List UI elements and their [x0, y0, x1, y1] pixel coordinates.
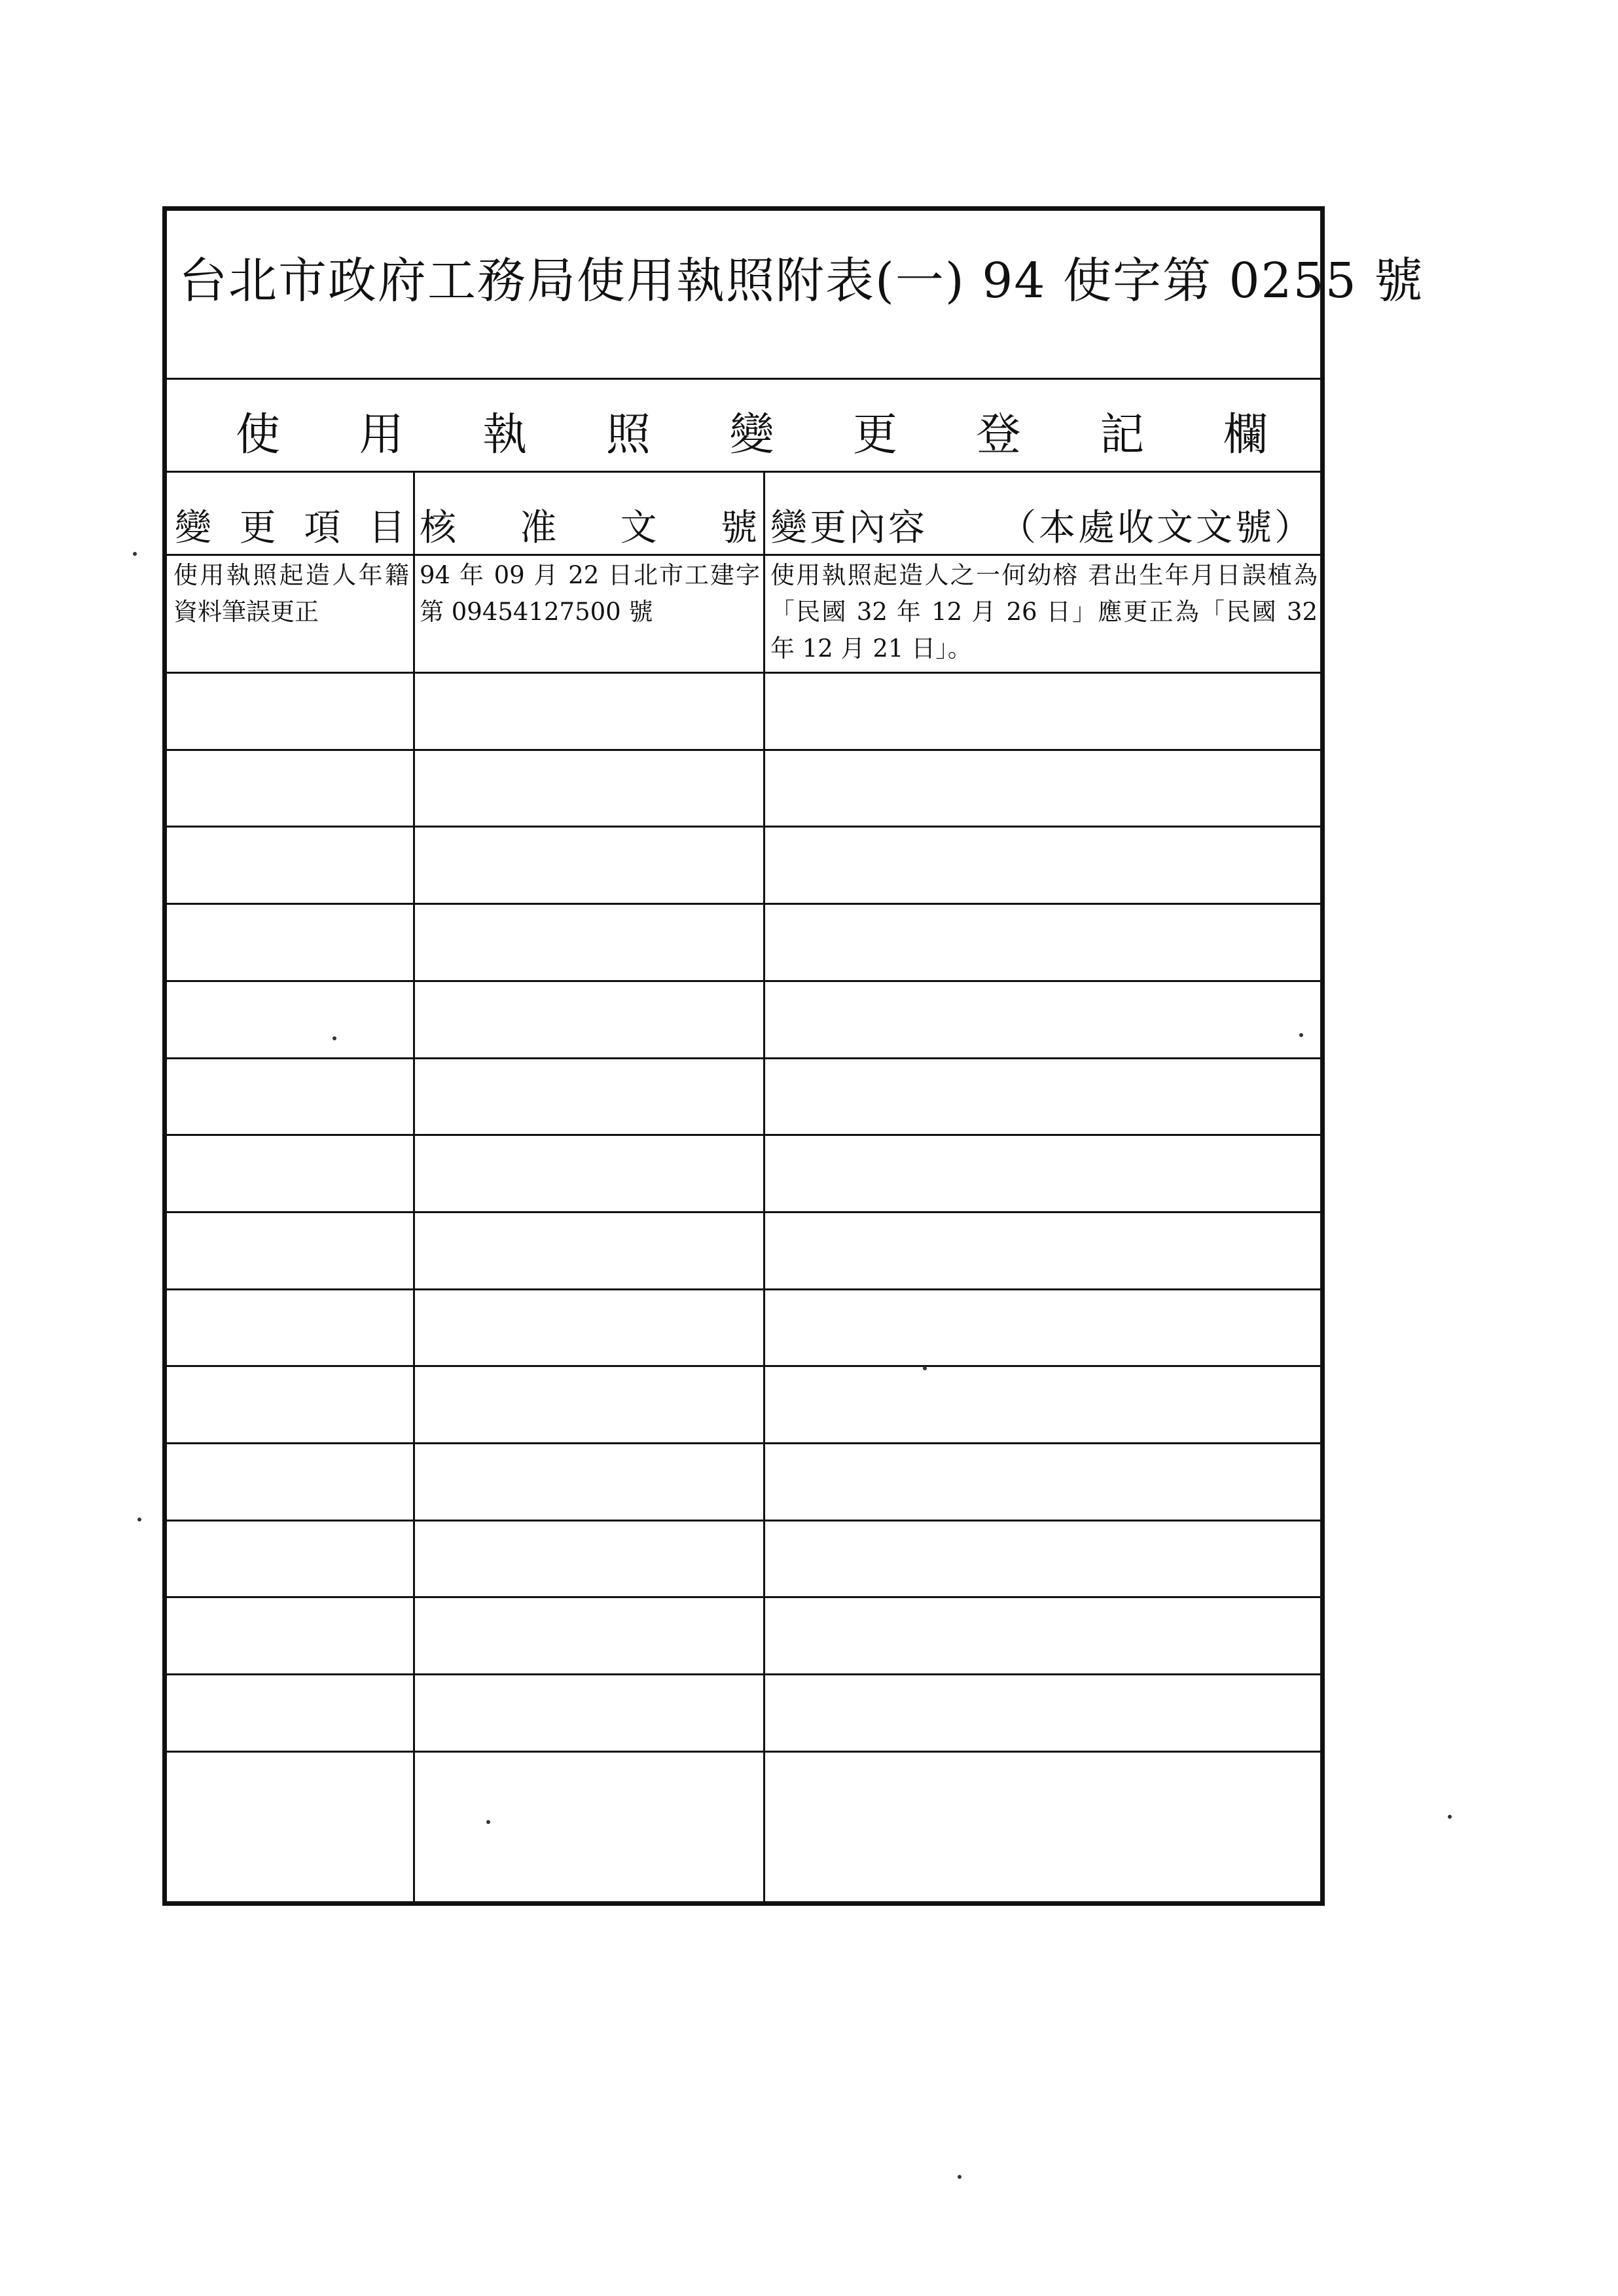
- form-title: 台北市政府工務局使用執照附表(一) 94 使字第 0255 號: [179, 253, 1424, 309]
- section-heading-char: 用: [359, 409, 404, 461]
- entry-change-content: 使用執照起造人之一何幼榕 君出生年月日誤植為「民國 32 年 12 月 26 日」應更正為「民國 32 年 12 月 21 日」。: [770, 561, 1318, 663]
- empty-row-line: [167, 1057, 1320, 1059]
- scan-speck: [1448, 1815, 1452, 1819]
- section-heading-char: 執: [482, 409, 528, 461]
- form-title-box: [167, 211, 1424, 380]
- header-change-content: 變更內容 （本處收文文號）: [770, 507, 1314, 549]
- empty-row-line: [167, 903, 1320, 905]
- section-heading-char: 欄: [1223, 409, 1268, 461]
- entry-approval-number: 94 年 09 月 22 日北市工建字第 09454127500 號: [420, 561, 760, 626]
- section-heading-box: [167, 380, 1320, 473]
- section-heading: [236, 399, 1268, 463]
- empty-row-line: [167, 826, 1320, 828]
- scan-speck: [133, 552, 137, 556]
- section-heading-char: 登: [976, 409, 1021, 461]
- change-register-table: [167, 473, 1320, 1901]
- scan-speck: [137, 1518, 141, 1522]
- scan-speck: [333, 1036, 336, 1040]
- column-divider: [763, 473, 765, 1901]
- scan-speck: [1299, 1033, 1303, 1037]
- empty-row-line: [167, 1442, 1320, 1444]
- section-heading-char: 更: [853, 409, 898, 461]
- empty-row-line: [167, 1520, 1320, 1522]
- column-divider: [413, 473, 415, 1901]
- section-heading-char: 記: [1100, 409, 1145, 461]
- scan-speck: [486, 1820, 490, 1824]
- header-approval-number: 核 准 文 號: [420, 507, 757, 549]
- empty-row-line: [167, 1365, 1320, 1367]
- empty-row-line: [167, 1134, 1320, 1136]
- empty-row-line: [167, 1211, 1320, 1213]
- header-change-item: 變 更 項 目: [175, 507, 405, 549]
- empty-row-line: [167, 1596, 1320, 1598]
- empty-row-line: [167, 1288, 1320, 1290]
- table-row: [167, 554, 1320, 674]
- empty-row-line: [167, 980, 1320, 982]
- empty-row-line: [167, 1673, 1320, 1675]
- section-heading-char: 照: [605, 409, 651, 461]
- section-heading-char: 使: [236, 409, 281, 461]
- section-heading-char: 變: [729, 409, 774, 461]
- scan-speck: [923, 1366, 927, 1370]
- entry-change-item: 使用執照起造人年籍資料筆誤更正: [173, 561, 409, 626]
- usage-license-form: [162, 206, 1424, 1906]
- scan-speck: [958, 2175, 962, 2179]
- empty-row-line: [167, 1751, 1320, 1753]
- table-header-row: [167, 473, 1320, 556]
- empty-row-line: [167, 749, 1320, 751]
